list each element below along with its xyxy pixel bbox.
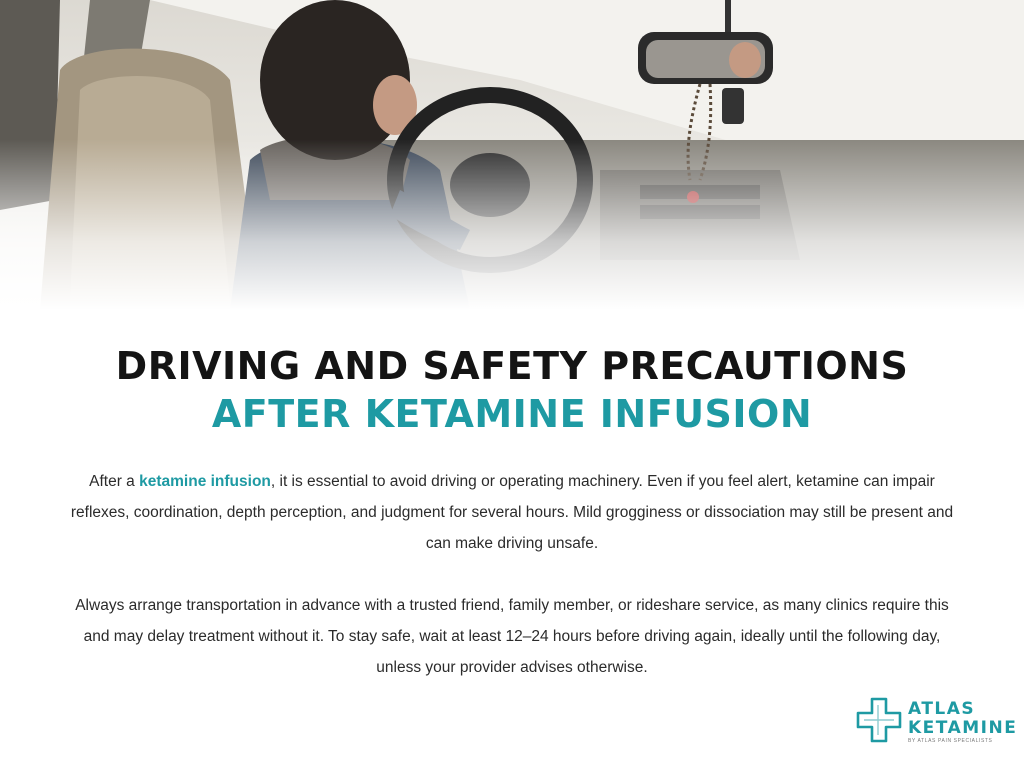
heading-line-2: AFTER KETAMINE INFUSION: [211, 392, 813, 436]
paragraph-1: [70, 466, 954, 559]
paragraph-1-intro: After a: [89, 473, 140, 490]
hero-photo: [0, 0, 1024, 310]
logo-word-atlas: ATLAS: [908, 699, 976, 719]
paragraph-2: Always arrange transportation in advance with a trusted friend, family member, or rideshare service, as many clinics require this and may delay treatment without it. To stay safe, wait at least 12–24 hours before driving again, ideally until the following day, unless your provider advises otherwise.: [75, 597, 949, 676]
heading-line-1: DRIVING AND SAFETY PRECAUTIONS: [115, 344, 909, 388]
hero-fade-overlay: [0, 0, 1024, 310]
ketamine-infusion-link[interactable]: ketamine infusion: [139, 473, 271, 490]
medical-cross-icon: [856, 697, 902, 743]
logo-word-ketamine: KETAMINE: [908, 718, 1018, 738]
logo-tagline: BY ATLAS PAIN SPECIALISTS: [908, 738, 993, 744]
atlas-ketamine-logo[interactable]: [856, 697, 1018, 747]
paragraph-1-body: , it is essential to avoid driving or operating machinery. Even if you feel alert, ketamine can impair reflexes, coordination, depth perception, and judgment for several hours. Mild grogginess or dissociation may still be present and can make driving unsafe.: [70, 473, 954, 552]
